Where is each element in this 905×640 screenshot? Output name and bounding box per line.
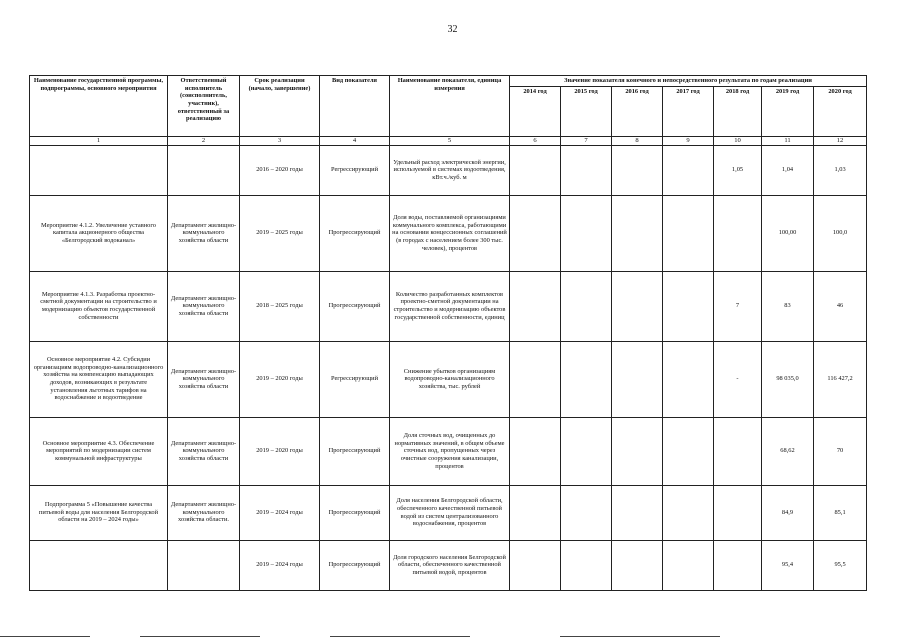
cell-value: - [714,341,762,417]
cell-value [714,485,762,540]
cell-period: 2019 – 2024 годы [240,540,320,590]
scan-artifact-line [140,636,260,637]
cell-responsible: Департамент жилищно-коммунального хозяйства области [168,417,240,485]
cell-program: Основное мероприятие 4.3. Обеспечение мероприятий по модернизации систем коммунальной инфраструктуры [30,417,168,485]
table-row [30,271,867,341]
cell-value [714,417,762,485]
header-period: Срок реализации (начало, завершение) [240,76,320,137]
cell-indicator-name: Доля сточных вод, очищенных до нормативных значений, в общем объеме сточных вод, пропущенных через очистные сооружения канализации, процентов [390,417,510,485]
cell-value: 98 035,0 [762,341,814,417]
column-number: 12 [814,136,867,145]
cell-value [663,540,714,590]
cell-value [510,341,561,417]
cell-period: 2018 – 2025 годы [240,271,320,341]
cell-value: 100,00 [762,195,814,271]
header-year: 2020 год [814,86,867,136]
cell-indicator-type: Прогрессирующий [320,417,390,485]
header-year: 2019 год [762,86,814,136]
header-year: 2018 год [714,86,762,136]
column-number: 3 [240,136,320,145]
header-program: Наименование государственной программы, подпрограммы, основного мероприятия [30,76,168,137]
column-number: 5 [390,136,510,145]
cell-responsible [168,145,240,195]
column-number: 1 [30,136,168,145]
column-number: 2 [168,136,240,145]
scan-artifact-line [330,636,470,637]
cell-value: 1,03 [814,145,867,195]
cell-responsible: Департамент жилищно-коммунального хозяйства области [168,195,240,271]
cell-program [30,540,168,590]
cell-value [663,485,714,540]
cell-indicator-name: Доля населения Белгородской области, обеспеченного качественной питьевой водой из систем централизованного водоснабжения, процентов [390,485,510,540]
cell-program: Основное мероприятие 4.2. Субсидии организациям водопроводно-канализационного хозяйства на компенсацию выпадающих доходов, возникающих в результате установления льготных тарифов на водоснабжение и водоотведение [30,341,168,417]
header-year: 2017 год [663,86,714,136]
cell-value [663,341,714,417]
cell-indicator-name: Доля воды, поставляемой организациями коммунального комплекса, работающими на основании концессионных соглашений (в городах с населением более 300 тыс. человек), процентов [390,195,510,271]
column-number: 4 [320,136,390,145]
header-responsible: Ответственный исполнитель (соисполнитель, участник), ответственный за реализацию [168,76,240,137]
cell-value [663,271,714,341]
cell-value: 83 [762,271,814,341]
cell-program: Подпрограмма 5 «Повышение качества питьевой воды для населения Белгородской области на 2019 – 2024 годы» [30,485,168,540]
cell-value [612,271,663,341]
cell-value [612,485,663,540]
table-row [30,195,867,271]
cell-value [510,195,561,271]
cell-value: 1,05 [714,145,762,195]
column-number: 11 [762,136,814,145]
table-row [30,145,867,195]
cell-value [510,271,561,341]
cell-value [561,195,612,271]
indicators-table-container [29,75,866,591]
cell-value [561,417,612,485]
cell-value: 7 [714,271,762,341]
header-indicator-name: Наименование показателя, единица измерения [390,76,510,137]
header-values-group: Значение показателя конечного и непосредственного результата по годам реализации [510,76,867,87]
cell-indicator-name: Доля городского населения Белгородской области, обеспеченного качественной питьевой водой, процентов [390,540,510,590]
cell-value [612,145,663,195]
page-number: 32 [447,24,458,35]
cell-value: 95,5 [814,540,867,590]
header-year: 2016 год [612,86,663,136]
cell-value: 70 [814,417,867,485]
cell-indicator-type: Регрессирующий [320,145,390,195]
cell-value [714,195,762,271]
cell-value: 95,4 [762,540,814,590]
cell-value [612,195,663,271]
scan-artifact-line [560,636,720,637]
cell-program: Мероприятие 4.1.2. Увеличение уставного капитала акционерного общества «Белгородский водоканал» [30,195,168,271]
table-row [30,341,867,417]
cell-responsible: Департамент жилищно-коммунального хозяйства области [168,271,240,341]
cell-value: 84,9 [762,485,814,540]
header-year: 2014 год [510,86,561,136]
cell-value [612,540,663,590]
cell-indicator-type: Прогрессирующий [320,485,390,540]
column-numbers-row [30,136,867,145]
cell-value: 1,04 [762,145,814,195]
cell-value [510,485,561,540]
column-number: 10 [714,136,762,145]
cell-value [561,485,612,540]
cell-value: 85,1 [814,485,867,540]
table-row [30,485,867,540]
cell-responsible [168,540,240,590]
header-indicator-type: Вид показателя [320,76,390,137]
cell-value: 100,0 [814,195,867,271]
cell-value [510,540,561,590]
column-number: 6 [510,136,561,145]
cell-responsible: Департамент жилищно-коммунального хозяйства области. [168,485,240,540]
cell-indicator-name: Количество разработанных комплектов проектно-сметной документации на строительство и модернизацию объектов государственной собственности, единиц [390,271,510,341]
cell-program: Мероприятие 4.1.3. Разработка проектно-сметной документации на строительство и модернизацию объектов государственной собственности [30,271,168,341]
scan-artifact-line [0,636,90,637]
cell-value [561,341,612,417]
column-number: 8 [612,136,663,145]
cell-value [510,145,561,195]
cell-value [663,195,714,271]
cell-value [510,417,561,485]
cell-value: 116 427,2 [814,341,867,417]
table-row [30,540,867,590]
cell-period: 2019 – 2020 годы [240,417,320,485]
cell-value: 46 [814,271,867,341]
cell-period: 2019 – 2024 годы [240,485,320,540]
column-number: 7 [561,136,612,145]
cell-period: 2019 – 2025 годы [240,195,320,271]
cell-value [663,145,714,195]
cell-value [612,417,663,485]
cell-value [561,540,612,590]
cell-value [612,341,663,417]
cell-period: 2019 – 2020 годы [240,341,320,417]
cell-value [561,145,612,195]
cell-responsible: Департамент жилищно-коммунального хозяйства области [168,341,240,417]
cell-indicator-name: Снижение убытков организациям водопроводно-канализационного хозяйства, тыс. рублей [390,341,510,417]
column-number: 9 [663,136,714,145]
cell-indicator-type: Регрессирующий [320,341,390,417]
cell-indicator-type: Прогрессирующий [320,540,390,590]
table-row [30,417,867,485]
cell-value: 68,62 [762,417,814,485]
cell-period: 2016 – 2020 годы [240,145,320,195]
cell-indicator-name: Удельный расход электрической энергии, используемой в системах водоотведения, кВт.ч./куб. м [390,145,510,195]
cell-value [663,417,714,485]
cell-value [714,540,762,590]
cell-program [30,145,168,195]
cell-indicator-type: Прогрессирующий [320,271,390,341]
indicators-table [29,75,867,591]
cell-indicator-type: Прогрессирующий [320,195,390,271]
header-year: 2015 год [561,86,612,136]
cell-value [561,271,612,341]
